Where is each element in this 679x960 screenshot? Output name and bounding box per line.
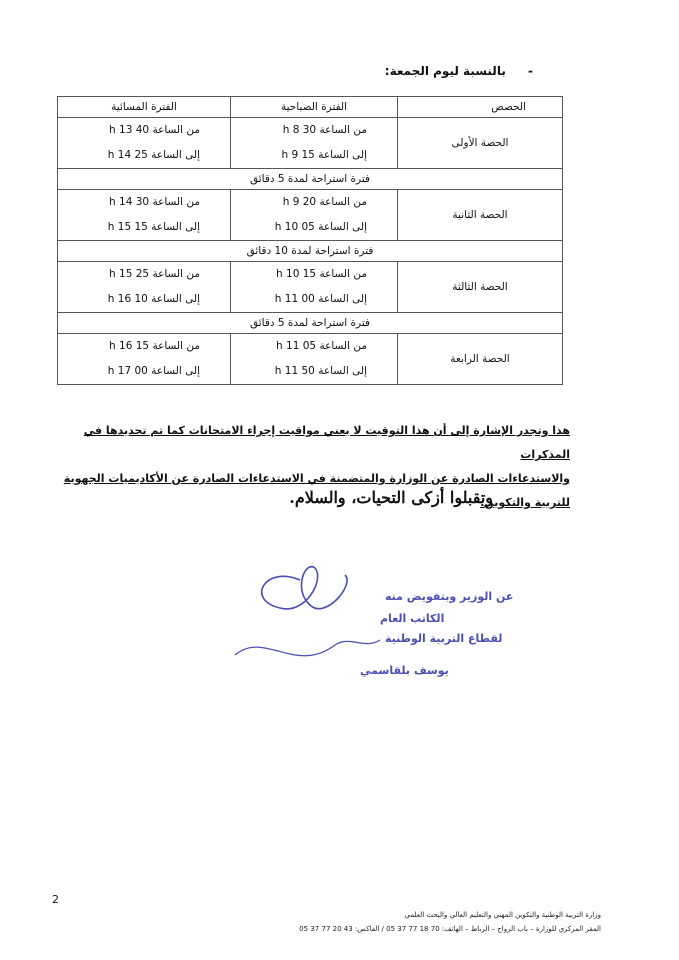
session-name: الحصة الثانية	[398, 190, 563, 241]
header-session: الحصص	[398, 97, 563, 118]
signature-scribble	[235, 567, 380, 656]
evening-to: إلى الساعة 00 h 17	[107, 365, 200, 377]
page-number: 2	[52, 893, 59, 906]
break-label: فترة استراحة لمدة 5 دقائق	[58, 169, 563, 190]
session-name: الحصة الثالثة	[398, 262, 563, 313]
morning-from: من الساعة 30 h 8	[282, 124, 367, 136]
morning-to: إلى الساعة 15 h 9	[281, 149, 367, 161]
morning-to: إلى الساعة 00 h 11	[274, 293, 367, 305]
note-line: هذا وتجدر الإشارة إلى أن هذا التوقيت لا يعني مواقيت إجراء الامتحانات كما تم تحديدها في المذكرات	[83, 424, 570, 461]
signature-line-1: عن الوزير وبتفويض منه	[385, 590, 514, 603]
break-label: فترة استراحة لمدة 5 دقائق	[58, 313, 563, 334]
footer-line: وزارة التربية الوطنية والتكوين المهني والتعليم العالي والبحث العلمي	[404, 911, 601, 919]
evening-cell	[58, 118, 231, 169]
footer-line: المقر المركزي للوزارة – باب الرواح – الرباط – الهاتف: 70 18 77 37 05 / الفاكس: 43 20 77 37 05	[299, 925, 601, 933]
morning-cell	[231, 190, 398, 241]
break-row	[58, 241, 563, 262]
evening-from: من الساعة 40 h 13	[109, 124, 200, 136]
signature-stamp	[205, 560, 514, 690]
signature-line-3: لقطاع التربية الوطنية	[385, 632, 503, 645]
morning-to: إلى الساعة 50 h 11	[274, 365, 367, 377]
note-line: والاستدعاءات الصادرة عن الوزارة والمتضمنة في الاستدعاءات الصادرة عن الأكاديميات الجهوية للتربية والتكوين.	[63, 472, 570, 509]
break-row	[58, 313, 563, 334]
morning-cell	[231, 118, 398, 169]
evening-to: إلى الساعة 10 h 16	[107, 293, 200, 305]
morning-cell	[231, 262, 398, 313]
evening-to: إلى الساعة 25 h 14	[107, 149, 200, 161]
morning-from: من الساعة 15 h 10	[276, 268, 367, 280]
morning-from: من الساعة 20 h 9	[282, 196, 367, 208]
closing-greeting: وتقبلوا أزكى التحيات، والسلام.	[289, 488, 493, 507]
evening-from: من الساعة 25 h 15	[109, 268, 200, 280]
schedule-table	[57, 96, 563, 385]
evening-cell	[58, 190, 231, 241]
evening-from: من الساعة 15 h 16	[109, 340, 200, 352]
header-evening: الفترة المسائية	[58, 97, 231, 118]
evening-to: إلى الساعة 15 h 15	[107, 221, 200, 233]
session-name: الحصة الرابعة	[398, 334, 563, 385]
table-row	[58, 190, 563, 241]
table-row	[58, 118, 563, 169]
heading-text: بالنسبة ليوم الجمعة:	[384, 64, 506, 78]
evening-cell	[58, 262, 231, 313]
heading-bullet: -	[528, 64, 533, 78]
signature-line-4: يوسف بلقاسمي	[360, 664, 449, 677]
evening-cell	[58, 334, 231, 385]
table-header-row	[58, 97, 563, 118]
morning-to: إلى الساعة 05 h 10	[274, 221, 367, 233]
morning-cell	[231, 334, 398, 385]
table-row	[58, 334, 563, 385]
signature-line-2: الكاتب العام	[380, 612, 445, 625]
break-label: فترة استراحة لمدة 10 دقائق	[58, 241, 563, 262]
footer	[299, 908, 601, 936]
table-row	[58, 262, 563, 313]
morning-from: من الساعة 05 h 11	[276, 340, 367, 352]
evening-from: من الساعة 30 h 14	[109, 196, 200, 208]
section-heading	[385, 64, 533, 78]
break-row	[58, 169, 563, 190]
session-name: الحصة الأولى	[398, 118, 563, 169]
header-morning: الفترة الصباحية	[231, 97, 398, 118]
